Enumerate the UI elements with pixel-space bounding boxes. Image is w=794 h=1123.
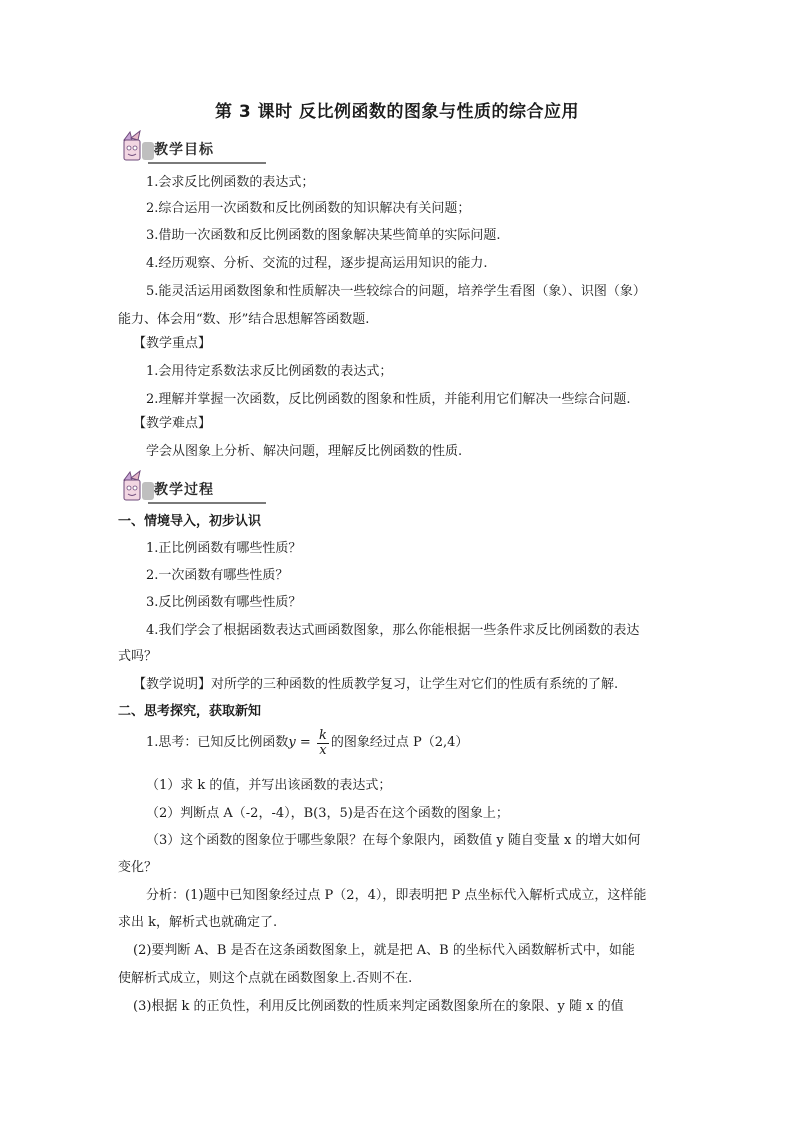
analysis-1: 分析：(1)题中已知图象经过点 P（2，4），即表明把 P 点坐标代入解析式成立，这样能 (146, 888, 647, 903)
goal-item-continuation: 能力、体会用“数、形”结合思想解答函数题. (118, 312, 370, 327)
key-point-item: 1.会用待定系数法求反比例函数的表达式； (146, 364, 393, 379)
question-2: （2）判断点 A（-2，-4），B(3，5)是否在这个函数的图象上； (146, 806, 509, 821)
analysis-2-continuation: 使解析式成立，则这个点就在函数图象上.否则不在. (118, 971, 413, 986)
goals-banner (118, 130, 268, 166)
goals-banner-label: 教学目标 (154, 142, 214, 158)
think-question (146, 728, 468, 758)
think-prefix: 1.思考：已知反比例函数 (146, 735, 289, 750)
question-3-continuation: 变化？ (118, 860, 158, 875)
difficulty-item: 学会从图象上分析、解决问题，理解反比例函数的性质. (146, 444, 463, 459)
fraction-denominator: x (319, 742, 327, 758)
process-banner-rule (148, 502, 266, 504)
part1-note: 【教学说明】对所学的三种函数的性质教学复习，让学生对它们的性质有系统的了解. (133, 677, 619, 692)
think-suffix: 的图象经过点 P（2,4） (330, 735, 469, 750)
analysis-2: (2)要判断 A、B 是否在这条函数图象上，就是把 A、B 的坐标代入函数解析式中，如能 (133, 943, 635, 958)
goal-item: 2.综合运用一次函数和反比例函数的知识解决有关问题； (146, 201, 471, 216)
formula-y: y (288, 735, 296, 750)
part1-item-continuation: 式吗？ (118, 649, 158, 664)
process-banner-label: 教学过程 (154, 482, 214, 498)
formula-equals: = (295, 735, 315, 750)
question-1: （1）求 k 的值，并写出该函数的表达式； (146, 778, 392, 793)
key-points-label: 【教学重点】 (133, 336, 212, 351)
formula-fraction (317, 729, 329, 758)
goals-banner-rule (148, 162, 266, 164)
part1-item: 3.反比例函数有哪些性质？ (146, 595, 302, 610)
goal-item: 5.能灵活运用函数图象和性质解决一些较综合的问题，培养学生看图（象）、识图（象） (146, 284, 646, 299)
goal-item: 3.借助一次函数和反比例函数的图象解决某些简单的实际问题. (146, 228, 501, 243)
analysis-3: (3)根据 k 的正负性，利用反比例函数的性质来判定函数图象所在的象限、y 随 x 的值 (133, 999, 624, 1014)
part1-item: 2.一次函数有哪些性质？ (146, 568, 289, 583)
lesson-title: 第 3 课时 反比例函数的图象与性质的综合应用 (214, 102, 580, 122)
part1-item: 4.我们学会了根据函数表达式画函数图象，那么你能根据一些条件求反比例函数的表达 (146, 623, 640, 638)
pen-holder-icon (118, 130, 158, 166)
process-banner (118, 470, 268, 506)
part1-item: 1.正比例函数有哪些性质？ (146, 541, 302, 556)
analysis-1-continuation: 求出 k，解析式也就确定了. (118, 915, 278, 930)
part2-heading: 二、思考探究，获取新知 (118, 704, 262, 719)
goal-item: 4.经历观察、分析、交流的过程，逐步提高运用知识的能力. (146, 256, 488, 271)
key-point-item: 2.理解并掌握一次函数，反比例函数的图象和性质，并能利用它们解决一些综合问题. (146, 392, 631, 407)
fraction-numerator: k (318, 727, 327, 743)
pen-holder-icon (118, 470, 158, 506)
question-3: （3）这个函数的图象位于哪些象限？在每个象限内，函数值 y 随自变量 x 的增大如何 (146, 833, 641, 848)
difficulties-label: 【教学难点】 (133, 416, 212, 431)
part1-heading: 一、情境导入，初步认识 (118, 514, 262, 529)
goal-item: 1.会求反比例函数的表达式； (146, 175, 315, 190)
